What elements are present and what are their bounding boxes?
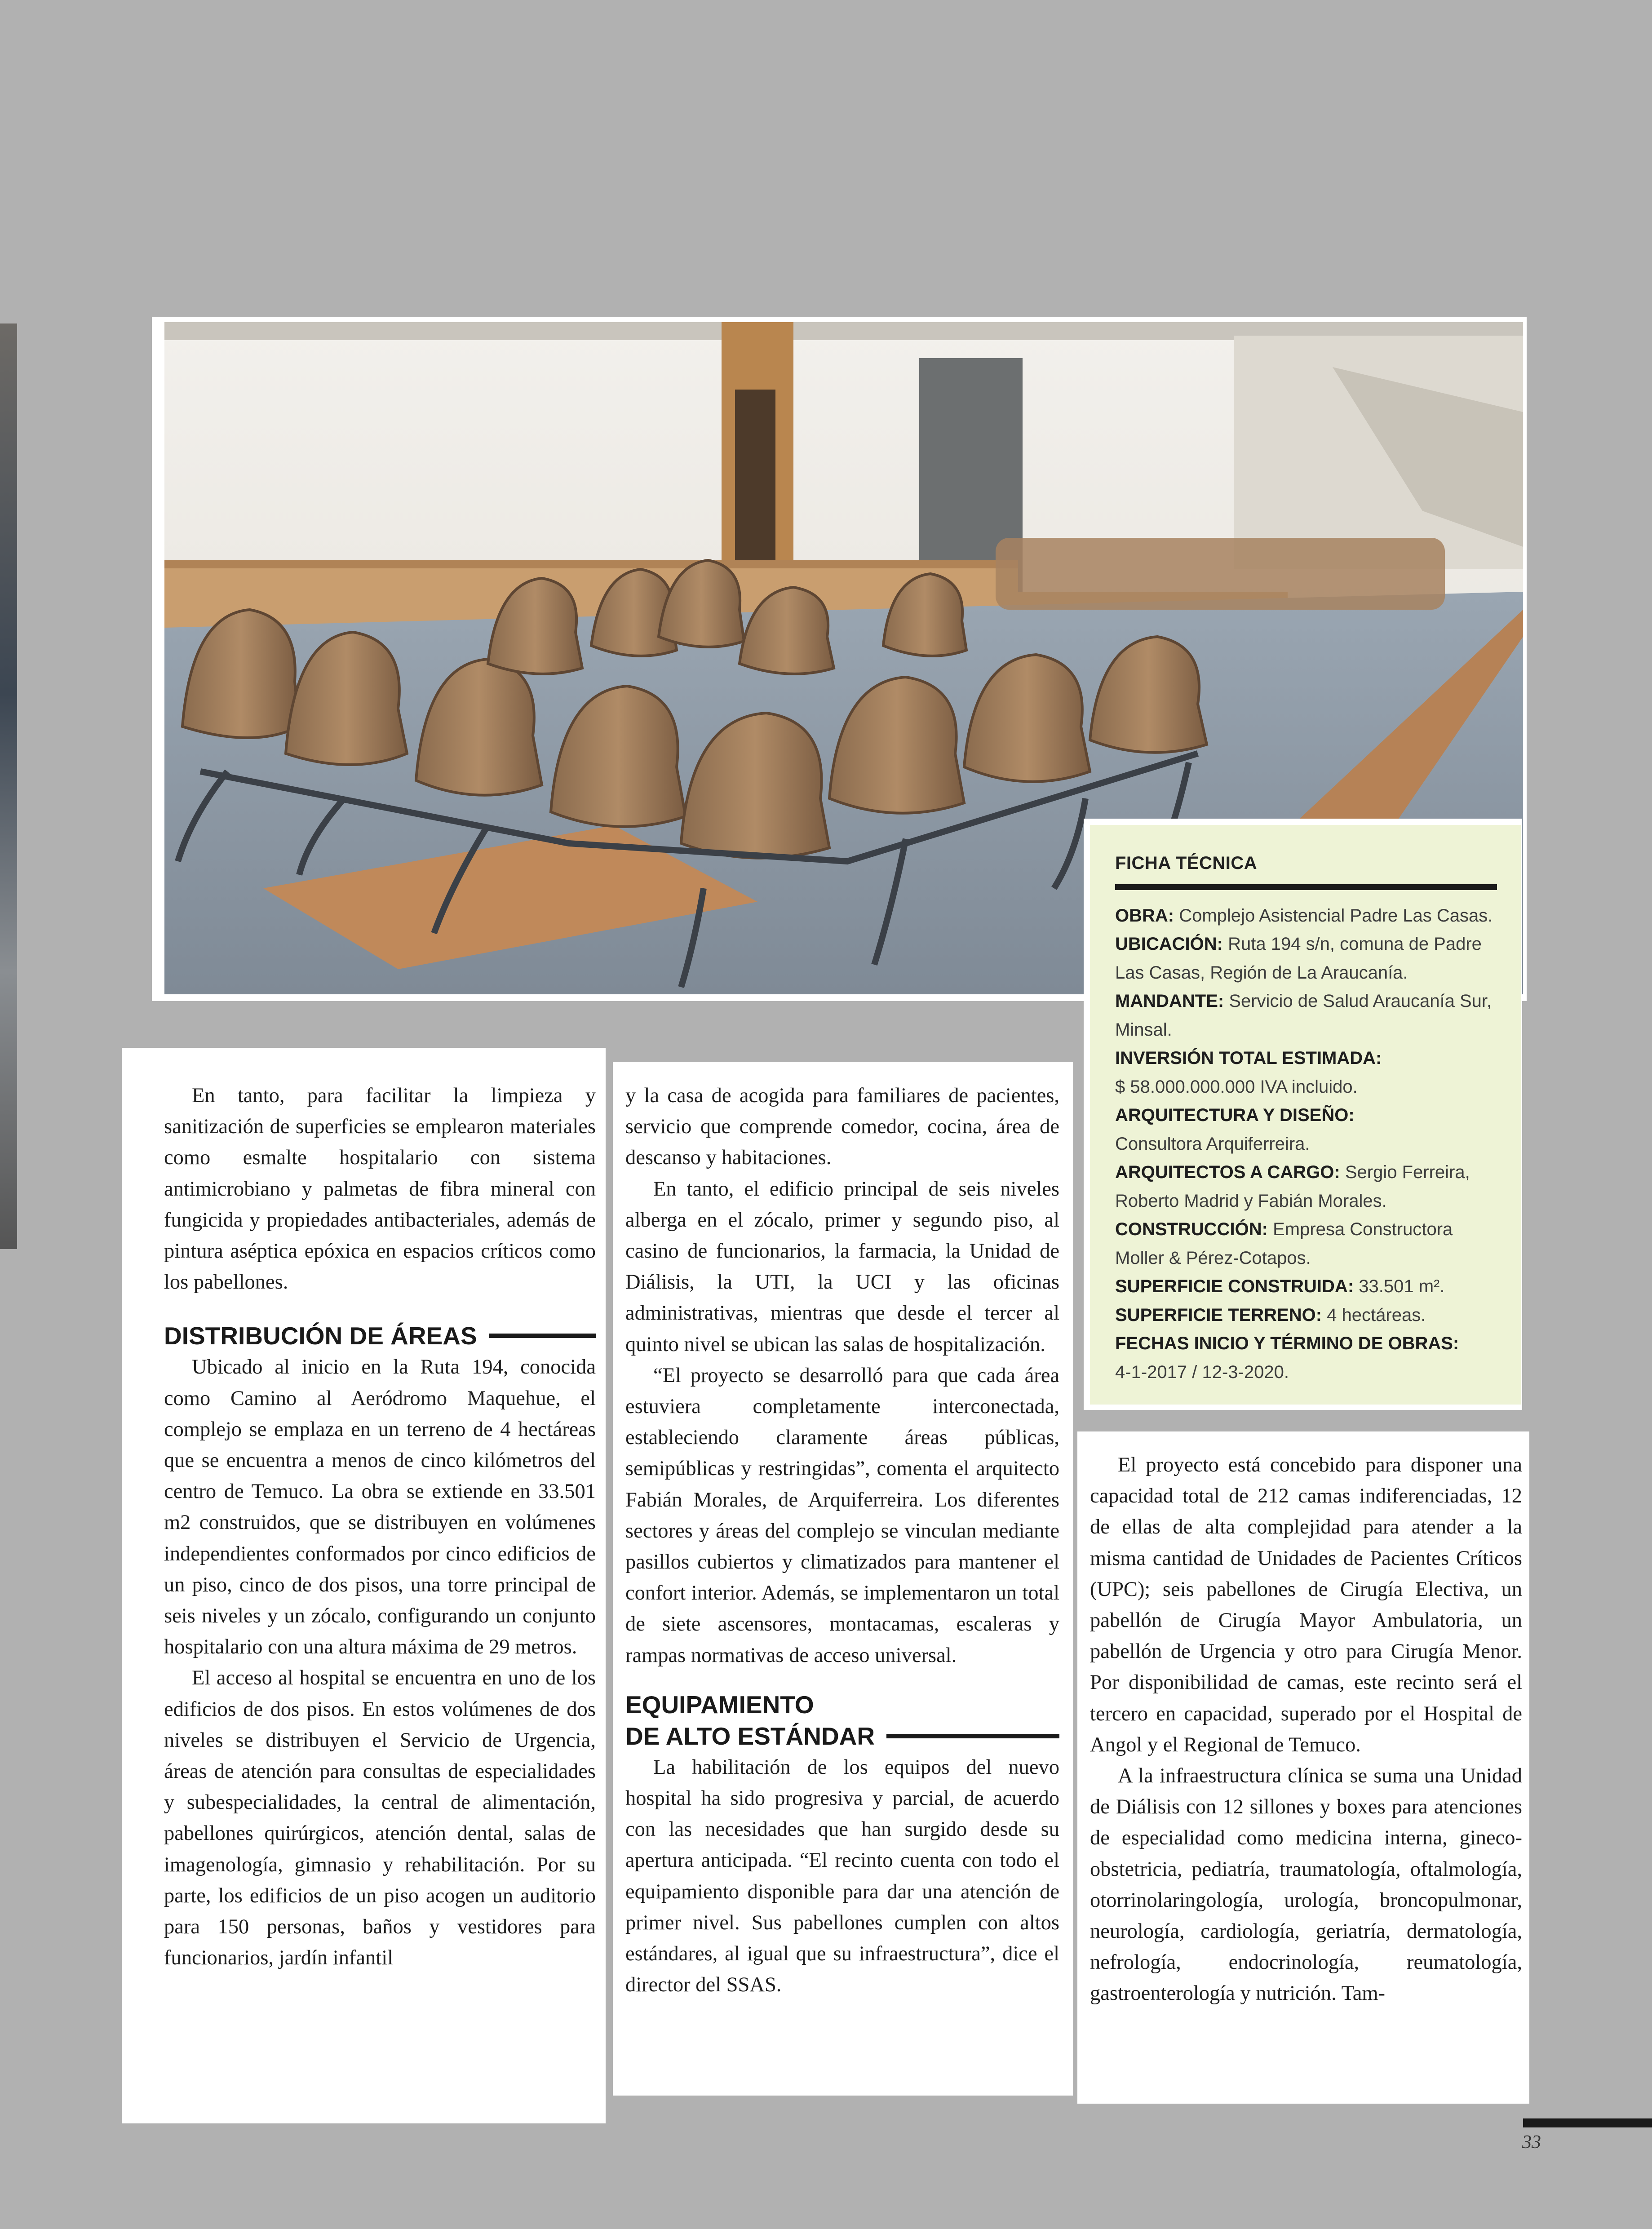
ficha-value: Consultora Arquiferreira. — [1115, 1134, 1310, 1154]
paragraph: En tanto, para facilitar la limpieza y sanitización de superficies se emplearon materiales como esmalte hospitalario con sistema antimicrobiano y palmetas de fibra mineral con fungicida y propiedades antibacteriales, además de pintura aséptica epóxica en espacios críticos como los pabellones. — [164, 1084, 596, 1294]
section-heading-equipamiento — [625, 1689, 1059, 1752]
ficha-row-fechas — [1115, 1329, 1494, 1387]
ficha-row-mandante — [1115, 987, 1494, 1044]
paragraph: “El proyecto se desarrolló para que cada área estuviera completamente interconectada, estableciendo claramente áreas públicas, semipúblicas y restringidas”, comenta el arquitecto Fabián Morales, de Arquiferreira. Los diferentes sectores y áreas del complejo se vinculan mediante pasillos cubiertos y climatizados para mantener el confort interior. Además, se implementaron un total de siete ascensores, montacamas, escaleras y rampas normativas de acceso universal. — [625, 1364, 1059, 1667]
heading-rule — [489, 1334, 596, 1338]
ficha-label: MANDANTE: — [1115, 991, 1224, 1011]
article-column-3 — [1077, 1431, 1529, 2104]
heading-text: EQUIPAMIENTO — [625, 1690, 814, 1719]
ficha-row-inversion — [1115, 1044, 1494, 1101]
article-column-1 — [122, 1048, 606, 2123]
heading-text: DISTRIBUCIÓN DE ÁREAS — [164, 1322, 477, 1350]
ficha-label: UBICACIÓN: — [1115, 934, 1223, 954]
ficha-tecnica-content — [1090, 825, 1521, 1405]
page-footer-rule — [1523, 2118, 1652, 2127]
ficha-value: Complejo Asistencial Padre Las Casas. — [1179, 905, 1493, 926]
ficha-label: ARQUITECTURA Y DISEÑO: — [1115, 1105, 1355, 1125]
ficha-value: Sergio Ferreira, Roberto Madrid y Fabián Morales. — [1115, 1162, 1470, 1211]
paragraph: El acceso al hospital se encuentra en uno de los edificios de dos pisos. En estos volúmenes de dos niveles se distribuyen el Servicio de Urgencia, áreas de atención para consultas de especialidades y subespecialidades, la central de alimentación, pabellones quirúrgicos, atención dental, salas de imagenología, gimnasio y rehabilitación. Por su parte, los edificios de un piso acogen un auditorio para 150 personas, baños y vestidores para funcionarios, jardín infantil — [164, 1666, 596, 1970]
ficha-label: ARQUITECTOS A CARGO: — [1115, 1162, 1340, 1182]
ficha-value: 4 hectáreas. — [1327, 1305, 1426, 1325]
article-column-2 — [613, 1062, 1073, 2096]
ficha-row-superficie-construida — [1115, 1272, 1494, 1301]
ficha-label: SUPERFICIE CONSTRUIDA: — [1115, 1276, 1354, 1296]
ficha-label: SUPERFICIE TERRENO: — [1115, 1305, 1322, 1325]
paragraph: Ubicado al inicio en la Ruta 194, conocida como Camino al Aeródromo Maquehue, el complejo se emplaza en un terreno de 4 hectáreas que se encuentra a menos de cinco kilómetros del centro de Temuco. La obra se extiende en 33.501 m2 construidos, que se distribuyen en volúmenes independientes conformados por cinco edificios de un piso, cinco de dos pisos, una torre principal de seis niveles y un zócalo, configurando un conjunto hospitalario con una altura máxima de 29 metros. — [164, 1356, 596, 1659]
ficha-row-superficie-terreno — [1115, 1301, 1494, 1330]
ficha-row-arquitectos — [1115, 1158, 1494, 1215]
ficha-row-obra — [1115, 902, 1494, 931]
ficha-label: INVERSIÓN TOTAL ESTIMADA: — [1115, 1048, 1382, 1068]
paragraph: y la casa de acogida para familiares de pacientes, servicio que comprende comedor, cocina, área de descanso y habitaciones. — [625, 1084, 1059, 1170]
ficha-label: FECHAS INICIO Y TÉRMINO DE OBRAS: — [1115, 1334, 1459, 1353]
ficha-value: Ruta 194 s/n, comuna de Padre Las Casas, Región de La Araucanía. — [1115, 934, 1482, 983]
ficha-label: OBRA: — [1115, 905, 1174, 926]
ficha-value: Empresa Constructora Moller & Pérez-Cotapos. — [1115, 1219, 1453, 1268]
ficha-value: Servicio de Salud Araucanía Sur, Minsal. — [1115, 991, 1492, 1040]
ficha-label: CONSTRUCCIÓN: — [1115, 1219, 1268, 1239]
ficha-row-arquitectura — [1115, 1101, 1494, 1158]
ficha-row-construccion — [1115, 1215, 1494, 1272]
ficha-row-ubicacion — [1115, 930, 1494, 987]
paragraph: A la infraestructura clínica se suma una Unidad de Diálisis con 12 sillones y boxes para atenciones de especialidad como medicina interna, gineco-obstetricia, pediatría, traumatología, oftalmología, otorrinolaringología, urología, broncopulmonar, neurología, cardiología, geriatría, dermatología, nefrología, endocrinología, reumatología, gastroenterología y nutrición. Tam- — [1090, 1764, 1522, 2005]
ficha-value: $ 58.000.000.000 IVA incluido. — [1115, 1077, 1358, 1097]
section-heading-distribucion — [164, 1320, 596, 1352]
heading-line-2 — [625, 1720, 1059, 1752]
heading-rule — [886, 1734, 1059, 1738]
page-number: 33 — [1522, 2132, 1541, 2153]
heading-text: DE ALTO ESTÁNDAR — [625, 1722, 875, 1750]
paragraph: En tanto, el edificio principal de seis niveles alberga en el zócalo, primer y segundo piso, al casino de funcionarios, la farmacia, la Unidad de Diálisis, la UTI, la UCI y las oficinas administrativas, mientras que desde el tercer al quinto nivel se ubican las salas de hospitalización. — [625, 1177, 1059, 1356]
ficha-value: 4-1-2017 / 12-3-2020. — [1115, 1362, 1289, 1382]
paragraph: El proyecto está concebido para disponer una capacidad total de 212 camas indiferenciadas, 12 de ellas de alta complejidad para atender a la misma cantidad de Unidades de Pacientes Críticos (UPC); seis pabellones de Cirugía Electiva, un pabellón de Cirugía Mayor Ambulatoria, un pabellón de Urgencia y otro para Cirugía Menor. Por disponibilidad de camas, este recinto será el tercero en capacidad, superado por el Hospital de Angol y el Regional de Temuco. — [1090, 1454, 1522, 1756]
paragraph: La habilitación de los equipos del nuevo hospital ha sido progresiva y parcial, de acuerdo con las necesidades que han surgido desde su apertura anticipada. “El recinto cuenta con todo el equipamiento disponible para dar una atención de primer nivel. Sus pabellones cumplen con altos estándares, al igual que su infraestructura”, dice el director del SSAS. — [625, 1755, 1059, 1997]
ficha-tecnica-title: FICHA TÉCNICA — [1115, 849, 1497, 890]
adjacent-page-photo-edge — [0, 323, 17, 1249]
ficha-value: 33.501 m². — [1359, 1276, 1445, 1296]
